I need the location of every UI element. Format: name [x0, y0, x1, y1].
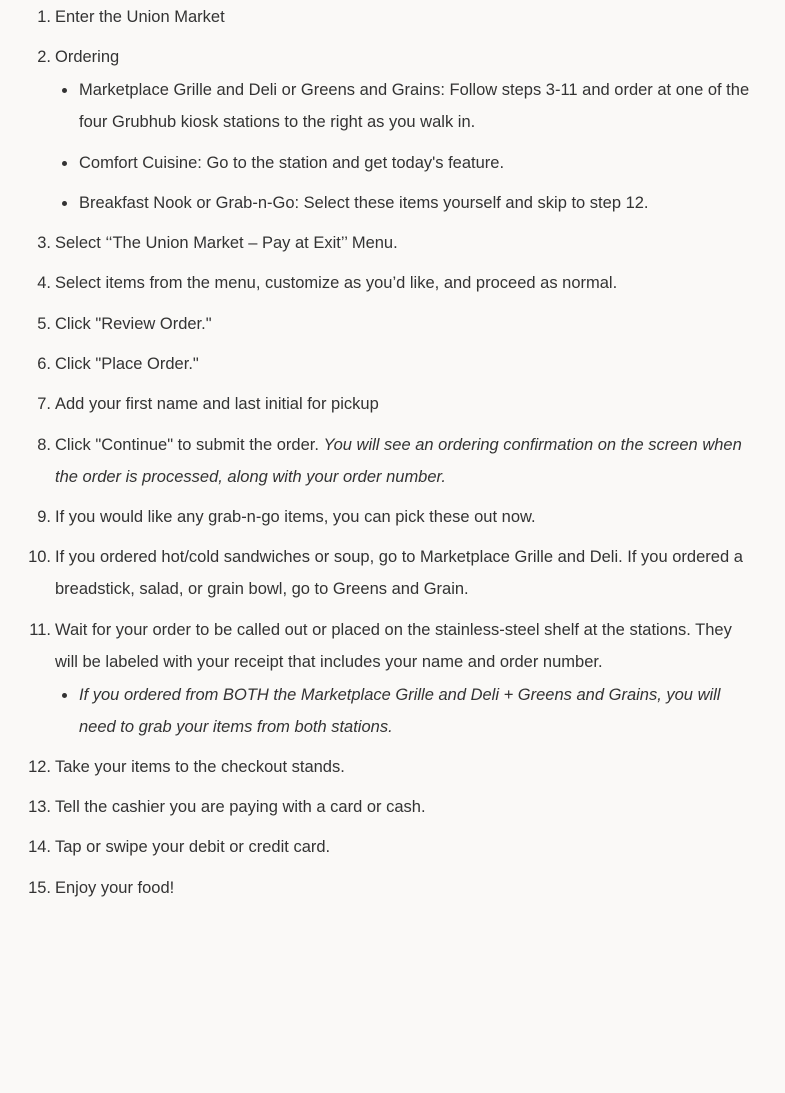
step-text: Take your items to the checkout stands.: [55, 757, 345, 776]
step-text: Click "Place Order.": [55, 355, 199, 374]
step-item-6: [37, 348, 750, 380]
step-text: Select ‘‘The Union Market – Pay at Exit’’ Menu.: [55, 234, 398, 253]
step-number: 8.: [37, 435, 51, 454]
step-item-3: [37, 227, 750, 259]
sub-item-breakfast-nook: Breakfast Nook or Grab-n-Go: Select these items yourself and skip to step 12.: [79, 187, 750, 219]
step-number: 11.: [29, 620, 51, 639]
step-item-8: [37, 429, 750, 493]
step-number: 7.: [37, 395, 51, 414]
step-note-italic: You will see an ordering confirmation on the screen when the order is processed, along with your order number.: [55, 435, 742, 486]
step-item-10: [28, 541, 750, 605]
step-item-9: [37, 501, 750, 533]
pickup-note-list: [55, 679, 750, 743]
step-text: Enter the Union Market: [55, 8, 225, 26]
step-item-5: [37, 308, 750, 340]
step-item-11: [29, 614, 750, 743]
step-number: 12.: [28, 757, 51, 776]
step-text: Click "Review Order.": [55, 314, 212, 333]
step-text: Select items from the menu, customize as you’d like, and proceed as normal.: [55, 274, 618, 293]
step-number: 3.: [37, 234, 51, 253]
step-text: Ordering: [55, 48, 120, 67]
step-item-1: [37, 1, 750, 33]
step-text: Tap or swipe your debit or credit card.: [55, 838, 331, 857]
step-text: Enjoy your food!: [55, 878, 175, 897]
step-number: 15.: [28, 878, 51, 897]
step-text: If you ordered hot/cold sandwiches or soup, go to Marketplace Grille and Deli. If you ordered a breadstick, salad, or grain bowl, go to Greens and Grain.: [55, 548, 743, 599]
ordering-options-list: [55, 74, 750, 219]
step-text: Tell the cashier you are paying with a card or cash.: [55, 798, 426, 817]
step-text: Click "Continue" to submit the order.: [55, 435, 324, 454]
sub-item-both-stations-note: If you ordered from BOTH the Marketplace Grille and Deli + Greens and Grains, you will need to grab your items from both stations.: [79, 679, 750, 743]
step-item-12: [28, 751, 750, 783]
step-number: 1.: [37, 8, 51, 26]
step-number: 10.: [28, 548, 51, 567]
step-item-13: [28, 791, 750, 823]
step-text: Add your first name and last initial for pickup: [55, 395, 379, 414]
step-text: If you would like any grab-n-go items, you can pick these out now.: [55, 507, 536, 526]
step-number: 5.: [37, 314, 51, 333]
step-number: 14.: [28, 838, 51, 857]
step-item-7: [37, 388, 750, 420]
sub-item-comfort-cuisine: Comfort Cuisine: Go to the station and get today's feature.: [79, 147, 750, 179]
step-number: 4.: [37, 274, 51, 293]
step-item-4: [37, 267, 750, 299]
step-number: 9.: [37, 507, 51, 526]
step-text: Wait for your order to be called out or placed on the stainless-steel shelf at the stations. They will be labeled with your receipt that includes your name and order number.: [55, 620, 732, 671]
step-item-15: [28, 872, 750, 904]
step-number: 2.: [37, 48, 51, 67]
step-number: 6.: [37, 355, 51, 374]
step-item-2: [37, 41, 750, 219]
sub-item-marketplace-grille: Marketplace Grille and Deli or Greens and Grains: Follow steps 3-11 and order at one of the four Grubhub kiosk stations to the right as you walk in.: [79, 74, 750, 138]
step-item-14: [28, 831, 750, 863]
step-number: 13.: [28, 798, 51, 817]
